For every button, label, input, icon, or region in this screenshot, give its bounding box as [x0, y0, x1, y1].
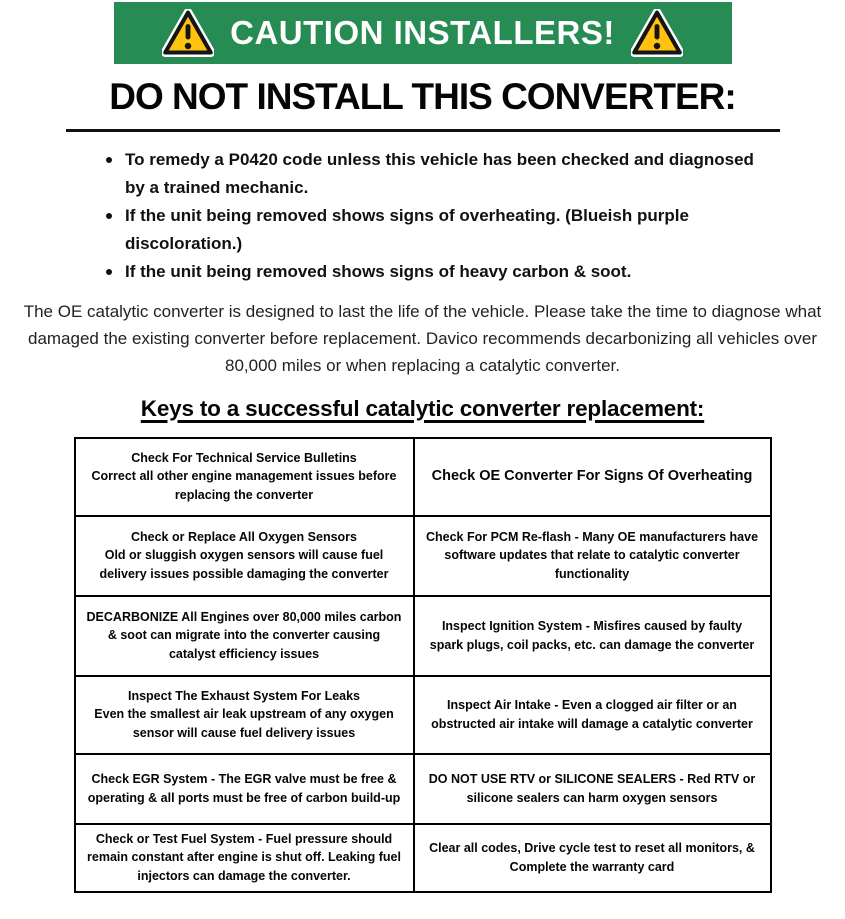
cell-body: Check or Test Fuel System - Fuel pressure should remain constant after engine is shut off. Leaking fuel injectors can damage the converter.: [87, 831, 401, 884]
cell-body: Check EGR System - The EGR valve must be free & operating & all ports must be free of carbon build-up: [87, 771, 401, 805]
cell-body: DECARBONIZE All Engines over 80,000 miles carbon & soot can migrate into the converter causing catalyst efficiency issues: [86, 609, 402, 662]
warning-icon: [162, 9, 214, 57]
cell-body: Inspect Air Intake - Even a clogged air filter or an obstructed air intake will damage a catalytic converter: [431, 697, 753, 731]
table-cell: [414, 676, 771, 754]
bullet-item: If the unit being removed shows signs of overheating. (Blueish purple discoloration.): [104, 202, 759, 258]
divider-line: [66, 129, 780, 132]
table-cell: [414, 516, 771, 596]
bullet-item: If the unit being removed shows signs of heavy carbon & soot.: [104, 258, 759, 286]
table-cell: [75, 596, 414, 676]
cell-body: Correct all other engine management issues before replacing the converter: [91, 469, 397, 503]
table-row: [75, 516, 771, 596]
table-cell: [414, 824, 771, 892]
table-cell: [414, 438, 771, 516]
cell-body: DO NOT USE RTV or SILICONE SEALERS - Red RTV or silicone sealers can harm oxygen sensors: [428, 771, 756, 805]
table-row: [75, 596, 771, 676]
table-row: [75, 824, 771, 892]
warning-icon: [631, 9, 683, 57]
table-cell: [75, 754, 414, 824]
banner-title: CAUTION INSTALLERS!: [230, 14, 615, 51]
table-cell: [414, 754, 771, 824]
cell-body: Clear all codes, Drive cycle test to reset all monitors, & Complete the warranty card: [429, 840, 755, 874]
table-cell: [75, 676, 414, 754]
table-cell: [75, 824, 414, 892]
cell-title: Check For Technical Service Bulletins: [131, 450, 357, 465]
table-row: [75, 676, 771, 754]
cell-title: Check OE Converter For Signs Of Overheating: [431, 467, 753, 484]
table-cell: [75, 438, 414, 516]
caution-banner: [114, 2, 732, 64]
bullet-item: To remedy a P0420 code unless this vehicle has been checked and diagnosed by a trained mechanic.: [104, 146, 759, 202]
cell-body: Inspect Ignition System - Misfires caused by faulty spark plugs, coil packs, etc. can damage the converter: [429, 618, 755, 652]
table-cell: [414, 596, 771, 676]
cell-title: Inspect The Exhaust System For Leaks: [127, 688, 361, 703]
table-row: [75, 438, 771, 516]
cell-title: Check or Replace All Oxygen Sensors: [130, 529, 357, 544]
keys-table: [74, 437, 772, 893]
keys-heading: Keys to a successful catalytic converter replacement:: [140, 395, 705, 421]
advice-paragraph: The OE catalytic converter is designed to last the life of the vehicle. Please take the time to diagnose what damaged the existing converter before replacement. Davico recommends decarbonizing all vehicles over 80,000 miles or when replacing a catalytic converter.: [23, 302, 822, 376]
cell-body: Check For PCM Re-flash - Many OE manufacturers have software updates that relate to catalytic converter functionality: [425, 529, 759, 582]
table-row: [75, 754, 771, 824]
table-cell: [75, 516, 414, 596]
page-title: DO NOT INSTALL THIS CONVERTER:: [109, 76, 736, 117]
cell-body: Old or sluggish oxygen sensors will cause fuel delivery issues possible damaging the converter: [99, 548, 389, 582]
cell-body: Even the smallest air leak upstream of any oxygen sensor will cause fuel delivery issues: [94, 707, 394, 741]
warning-bullet-list: [104, 146, 759, 286]
